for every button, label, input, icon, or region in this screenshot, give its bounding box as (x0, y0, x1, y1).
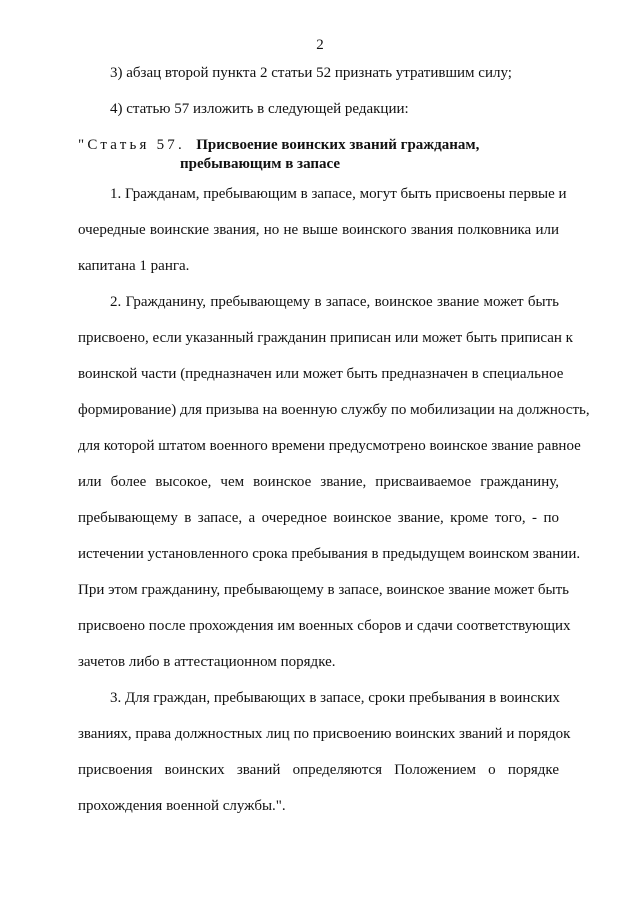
paragraph-line: для которой штатом военного времени предусмотрено воинское звание равное (78, 438, 581, 454)
paragraph-line: пребывающему в запасе, а очередное воинское звание, кроме того, - по (78, 510, 559, 526)
article-heading (78, 136, 479, 154)
paragraph-line: присвоено, если указанный гражданин приписан или может быть приписан к (78, 330, 573, 346)
article-prefix: "Статья 57. (78, 137, 185, 153)
paragraph-line: истечении установленного срока пребывания в предыдущем воинском звании. (78, 546, 581, 562)
article-title-line1: Присвоение воинских званий гражданам, (196, 137, 480, 153)
list-item: 3) абзац второй пункта 2 статьи 52 признать утратившим силу; (110, 65, 512, 81)
paragraph-line: 1. Гражданам, пребывающим в запасе, могут быть присвоены первые и (110, 186, 567, 202)
paragraph-line: 2. Гражданину, пребывающему в запасе, воинское звание может быть (110, 294, 559, 310)
paragraph-line: присвоено после прохождения им военных сборов и сдачи соответствующих (78, 618, 571, 634)
paragraph-line: очередные воинские звания, но не выше воинского звания полковника или (78, 222, 559, 238)
page-number: 2 (316, 37, 324, 53)
paragraph-line: формирование) для призыва на военную службу по мобилизации на должность, (78, 402, 590, 418)
paragraph-line: или более высокое, чем воинское звание, присваиваемое гражданину, (78, 474, 559, 490)
paragraph-line: 3. Для граждан, пребывающих в запасе, сроки пребывания в воинских (110, 690, 560, 706)
paragraph-line: присвоения воинских званий определяются Положением о порядке (78, 762, 559, 778)
paragraph-line: прохождения военной службы.". (78, 798, 286, 814)
list-item: 4) статью 57 изложить в следующей редакции: (110, 101, 409, 117)
paragraph-line: При этом гражданину, пребывающему в запасе, воинское звание может быть (78, 582, 569, 598)
paragraph-line: капитана 1 ранга. (78, 258, 190, 274)
paragraph-line: званиях, права должностных лиц по присвоению воинских званий и порядок (78, 726, 571, 742)
paragraph-line: зачетов либо в аттестационном порядке. (78, 654, 336, 670)
paragraph-line: воинской части (предназначен или может быть предназначен в специальное (78, 366, 564, 382)
article-title-line2: пребывающим в запасе (180, 156, 341, 172)
